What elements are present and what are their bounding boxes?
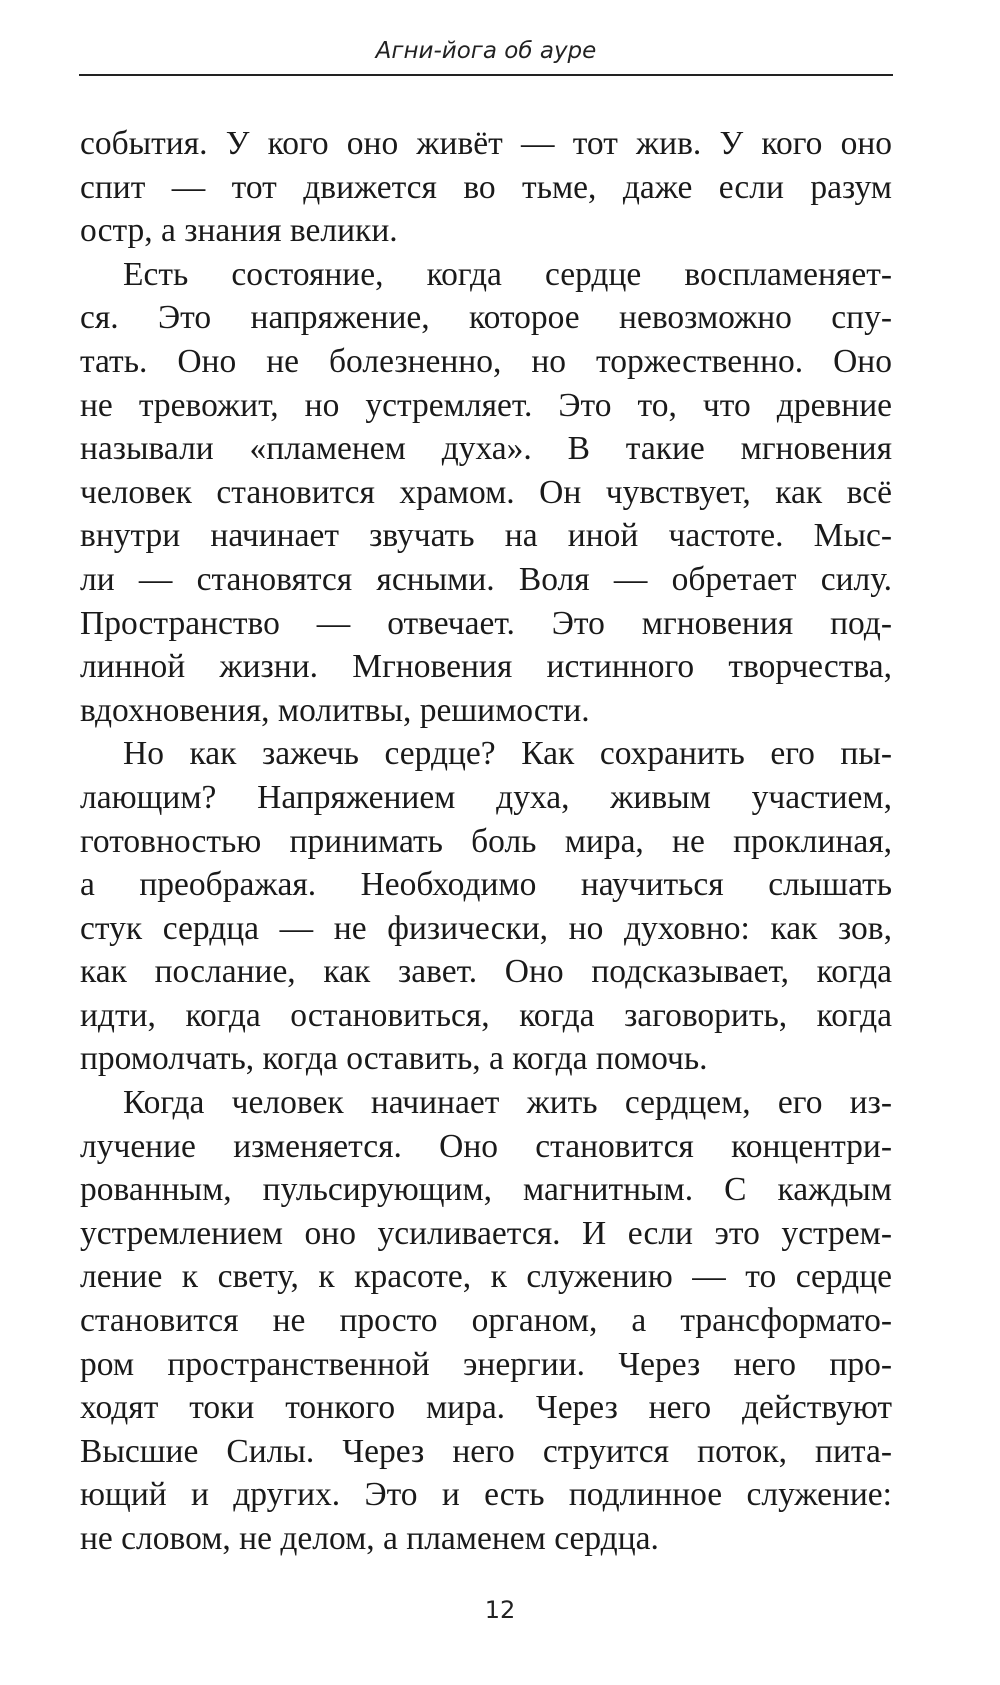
page-header bbox=[79, 38, 893, 78]
text-line: становится не просто органом, а трансформато- bbox=[80, 1302, 892, 1340]
text-line: не тревожит, но устремляет. Это то, что древние bbox=[80, 386, 892, 424]
text-line: не словом, не делом, а пламенем сердца. bbox=[80, 1520, 659, 1557]
text-line: Но как зажечь сердце? Как сохранить его пы- bbox=[123, 735, 892, 773]
text-line: лающим? Напряжением духа, живым участием, bbox=[80, 778, 892, 816]
body-text bbox=[80, 122, 892, 1561]
text-line: рованным, пульсирующим, магнитным. С каждым bbox=[80, 1171, 892, 1209]
text-line: остр, а знания велики. bbox=[80, 212, 398, 250]
text-line: ходят токи тонкого мира. Через него действуют bbox=[80, 1389, 892, 1427]
running-title: Агни-йога об ауре bbox=[375, 38, 597, 64]
text-line: как послание, как завет. Оно подсказывает, когда bbox=[80, 953, 892, 991]
text-line: ющий и других. Это и есть подлинное служение: bbox=[80, 1476, 892, 1514]
header-rule bbox=[79, 74, 893, 76]
text-line: вдохновения, молитвы, решимости. bbox=[80, 691, 590, 729]
text-line: промолчать, когда оставить, а когда помочь. bbox=[80, 1040, 708, 1078]
text-line: устремлением оно усиливается. И если это устрем- bbox=[80, 1214, 892, 1252]
text-line: ром пространственной энергии. Через него про- bbox=[80, 1345, 892, 1383]
text-line: ли — становятся ясными. Воля — обретает силу. bbox=[80, 560, 892, 598]
text-line: ся. Это напряжение, которое невозможно спу- bbox=[80, 299, 892, 337]
text-line: стук сердца — не физически, но духовно: как зов, bbox=[80, 909, 892, 947]
text-line: человек становится храмом. Он чувствует, как всё bbox=[80, 473, 892, 511]
text-line: тать. Оно не болезненно, но торжественно. Оно bbox=[80, 342, 892, 380]
text-line: идти, когда остановиться, когда заговорить, когда bbox=[80, 996, 892, 1034]
text-line: а преображая. Необходимо научиться слышать bbox=[80, 866, 892, 904]
text-line: спит — тот движется во тьме, даже если разум bbox=[80, 168, 892, 206]
text-line: лучение изменяется. Оно становится концентри- bbox=[80, 1127, 892, 1165]
text-line: ление к свету, к красоте, к служению — то сердце bbox=[80, 1258, 892, 1296]
page-number: 12 bbox=[484, 1596, 516, 1624]
text-line: называли «пламенем духа». В такие мгновения bbox=[80, 430, 892, 468]
text-line: события. У кого оно живёт — тот жив. У кого оно bbox=[80, 125, 892, 162]
text-line: внутри начинает звучать на иной частоте. Мыс- bbox=[80, 517, 892, 555]
text-line: линной жизни. Мгновения истинного творчества, bbox=[80, 648, 892, 686]
text-line: Когда человек начинает жить сердцем, его из- bbox=[123, 1084, 892, 1122]
text-line: готовностью принимать боль мира, не проклиная, bbox=[80, 822, 892, 860]
text-line: Высшие Силы. Через него струится поток, пита- bbox=[80, 1432, 892, 1470]
text-line: Пространство — отвечает. Это мгновения под- bbox=[80, 604, 892, 642]
text-line: Есть состояние, когда сердце воспламеняет- bbox=[123, 255, 892, 293]
